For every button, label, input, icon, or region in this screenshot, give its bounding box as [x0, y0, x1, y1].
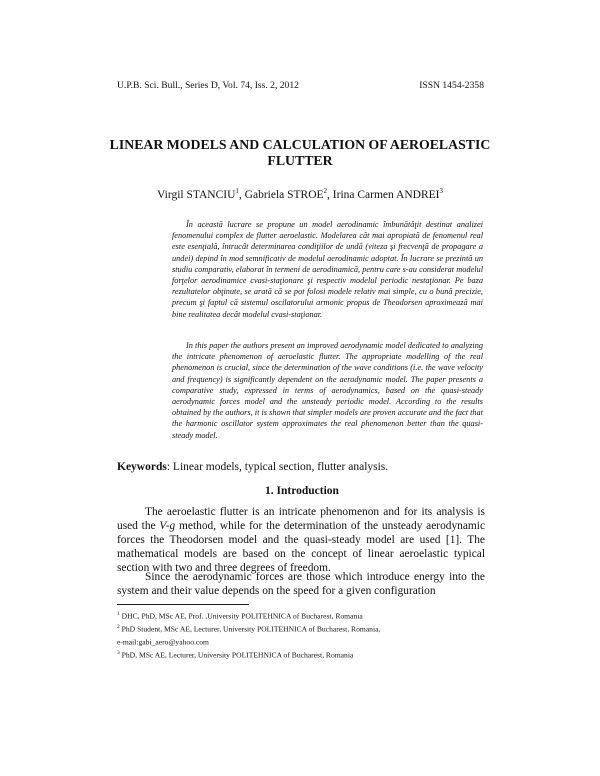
- footnote-text: PhD, MSc AE, Lecturer, University POLITEHNICA of Bucharest, Romania: [119, 650, 354, 660]
- footnotes: [117, 609, 487, 661]
- footnote: [117, 622, 487, 635]
- keywords-label: Keywords: [117, 461, 167, 473]
- author-affiliation-mark: 1: [235, 187, 239, 195]
- footnote-text: PhD Student, MSc AE, Lecturer, University POLITEHNICA of Bucharest, Romania,: [119, 624, 381, 634]
- footnote: [117, 609, 487, 622]
- author-name: Gabriela STROE: [244, 188, 324, 201]
- body-paragraph: [117, 505, 485, 575]
- author-affiliation-mark: 3: [439, 187, 443, 195]
- author-separator: ,: [238, 188, 245, 201]
- section-heading: 1. Introduction: [265, 485, 339, 497]
- method-name: V-g: [159, 520, 176, 533]
- footnote-mark: 2: [117, 623, 120, 630]
- footnote-divider: [117, 604, 249, 605]
- footnote-mark: 1: [117, 611, 120, 617]
- issn-header: ISSN 1454-2358: [419, 80, 484, 91]
- journal-header: U.P.B. Sci. Bull., Series D, Vol. 74, Iss. 2, 2012: [117, 80, 299, 91]
- author-affiliation-mark: 2: [323, 187, 328, 195]
- abstract-romanian: În această lucrare se propune un model aerodinamic îmbunătăţit destinat analizei fenomenului complex de flutter aeroelastic. Modelarea cât mai apropiată de fenomenul real este esenţială, întrucât determinarea condiţiilor de undă (viteza şi frecvenţă de propagare a undei) depind în mod semnificativ de modelul aerodinamic adoptat. În lucrare se prezintă un studiu comparativ, elaborat în termeni de aerodinamică, pentru care s-au considerat modelul forţelor aerodinamice cvasi-staţionare şi respectiv modelul periodic nestaţionar. Pe baza rezultatelor obţinute, se arată că se pot folosi modele relativ mai simple, cu o bună precizie, precum şi faptul că sistemul oscilatorului armonic propus de Theodorsen aproximează mai bine realitatea decât modelul cvasi-staţionar.: [172, 220, 483, 319]
- footnote-email: e-mail:gabi_aero@yahoo.com: [117, 637, 209, 647]
- author-separator: ,: [327, 188, 333, 201]
- footnote: [117, 648, 487, 661]
- paper-title: LINEAR MODELS AND CALCULATION OF AEROELASTIC FLUTTER: [109, 137, 491, 168]
- body-paragraph: Since the aerodynamic forces are those which introduce energy into the system and their value depends on the speed for a given configuration: [117, 571, 485, 598]
- paragraph-text: method, while for the determination of the unsteady aerodynamic forces the Theodorsen model and the quasi-steady model are used [1]. The mathematical models are based on the concept of linear aeroelastic typical section with two and three degrees of freedom.: [117, 520, 486, 575]
- footnote-text: DHC, PhD, MSc AE, Prof. ,University POLITEHNICA of Bucharest, Romania: [119, 611, 363, 621]
- footnote-mark: 3: [117, 649, 120, 656]
- author-name: Virgil STANCIU: [157, 188, 236, 201]
- abstract-english: In this paper the authors present an improved aerodynamic model dedicated to analyzing the intricate phenomenon of aeroelastic flutter. The appropriate modelling of the real phenomenon is crucial, since the determination of the wave conditions (i.e. the wave velocity and frequency) is significantly dependent on the aerodynamic model. The paper presents a comparative study, expressed in terms of aerodynamics, based on the quasi-steady aerodynamic forces model and the unsteady periodic model. According to the results obtained by the authors, it is shown that simpler models are proven accurate and the fact that the harmonic oscillator system approximates the real phenomenon better than the quasi-steady model.: [172, 341, 483, 440]
- paragraph-text: The aeroelastic flutter is an intricate phenomenon and for its analysis is used the: [117, 506, 485, 533]
- author-list: [100, 187, 500, 201]
- author-name: Irina Carmen ANDREI: [332, 188, 440, 201]
- keywords-line: [117, 461, 487, 473]
- keywords-text: : Linear models, typical section, flutter analysis.: [166, 461, 389, 473]
- footnote: [117, 635, 487, 648]
